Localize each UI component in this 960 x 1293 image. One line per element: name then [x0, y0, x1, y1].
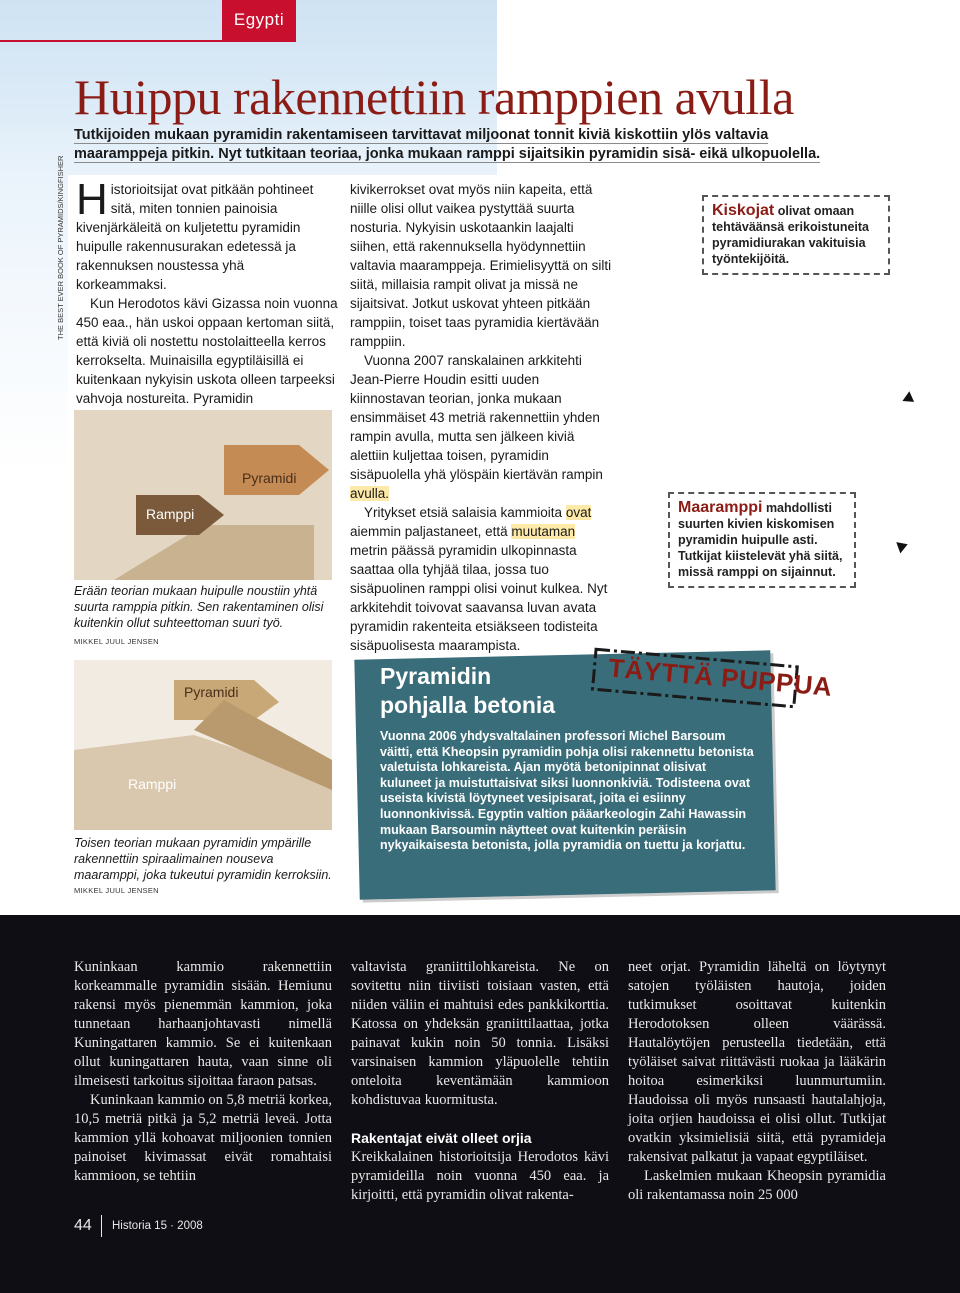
stamp-text: TÄYTTÄ PUPPUA [607, 652, 834, 702]
col2-highlight-2: ovat [565, 505, 592, 520]
figure-1-credit: MIKKEL JUUL JENSEN [74, 637, 159, 646]
footer-divider [101, 1215, 102, 1237]
callout-kiskojat-keyword: Kiskojat [712, 202, 775, 219]
callout-maaramppi-keyword: Maaramppi [678, 499, 763, 516]
pointer-arrow-2 [896, 539, 910, 554]
article-lead [74, 126, 834, 164]
figure-2-ramp-label: Ramppi [128, 776, 177, 792]
bottom-column-1 [74, 958, 332, 1186]
sidebar-heading-line-1: Pyramidin [380, 663, 492, 689]
figure-2-pyramid-label: Pyramidi [184, 684, 239, 700]
figure-1-ramp-label: Ramppi [146, 506, 195, 522]
figure-1-ramp-drawing [74, 410, 332, 580]
col1-paragraph-1 [76, 175, 338, 294]
photo-credit-text: THE BEST EVER BOOK OF PYRAMIDS/KINGFISHER [56, 155, 65, 340]
figure-2-caption: Toisen teorian mukaan pyramidin ympärille rakennettiin spiraalimainen nouseva maaramppi, joka tukeutui pyramidin kerroksiin. [74, 836, 332, 882]
column-2 [350, 180, 612, 655]
pointer-arrow-1 [902, 391, 917, 407]
bottom-col1-paragraph-2: Kuninkaan kammio on 5,8 metriä korkea, 10,5 metriä pitkä ja 5,2 metriä leveä. Jotta kammion yllä kohoavat miljoonien tonnien painoiset kivimassat eivät romahtaisi kammioon, se tehtiin [74, 1092, 333, 1184]
callout-maaramppi [668, 492, 856, 588]
section-tag: Egypti [222, 0, 296, 40]
bottom-col3-paragraph-1: neet orjat. Pyramidin läheltä on löytynyt satojen työläisten hautoja, joiden tutkimukset osoittavat kuitenkin Herodotoksen olleen väärässä. Hautalöytöjen perusteella tiedetään, että työläiset saivat riittävästi ruokaa ja lääkärin hoitoa esimerkiksi luunmurtumiin. Haudoissa oli myös runsaasti hautalahjoja, joita orjien haudoissa ei olisi ollut. Tutkijat ovatkin yksimielisiä siitä, että pyramideja rakensivat palkatut ja vapaat egyptiläiset. [628, 959, 886, 1165]
col2-highlight-3: muutaman [511, 524, 576, 539]
bottom-col3-paragraph-2: Laskelmien mukaan Kheopsin pyramidia oli rakentamassa noin 25 000 [628, 1168, 886, 1203]
bottom-col2-subheading: Rakentajat eivät olleet orjia [351, 1130, 532, 1146]
col2-paragraph-3-text-c: metrin päässä pyramidin ulkopinnasta saattaa olla tyhjää tilaa, jossa tuo sisäpuolinen ramppi olisi voinut kulkea. Nyt arkkitehdit toivovat saavansa luvan avata pyramidin rakenteita etsiäkseen todisteita sisäpuolisesta maarampista. [350, 543, 608, 653]
figure-1-caption: Erään teorian mukaan huipulle noustiin yhtä suurta ramppia pitkin. Sen rakentaminen olisi kuitenkin ollut suhteettoman suuri työ. [74, 584, 324, 630]
section-rule [0, 40, 296, 42]
col2-paragraph-2-text: Vuonna 2007 ranskalainen arkkitehti Jean-Pierre Houdin esitti uuden kiinnostavan teorian, jonka mukaan ensimmäiset 43 metriä rakennettiin yhden rampin avulla, mutta sen jälkeen kiviä alettiin kuljettaa toisen, pyramidin sisäpuolella yhä ylöspäin kiertävän rampin [350, 353, 603, 482]
callout-kiskojat-text: olivat omaan tehtäväänsä erikoistuneita pyramidiurakan vakituisia työntekijöitä. [712, 204, 870, 266]
sidebar-heading-line-2: pohjalla betonia [380, 692, 556, 718]
col2-highlight-1: avulla. [350, 486, 390, 501]
sidebar-body: Vuonna 2006 yhdysvaltalainen professori Michel Barsoum väitti, että Kheopsin pyramidin pohja olisi rakennettu betonista valetuista lohkareista. Ajan myötä betonipinnat olisivat kuluneet ja muistuttaisivat siksi luonnonkiviä. Todisteena ovat useista kivistä löytyneet vesipisarat, joita ei esiinny luonnonkivissä. Egyptin valtion pääarkeologin Zahi Hawassin mukaan Barsoumin näytteet ovat kuitenkin peräisin nykyaikaisesta betonista, jolla pyramidia on tuettu ja korjattu. [380, 729, 754, 853]
bottom-col2-paragraph-2: Kreikkalainen historioitsija Herodotos kävi pyramideilla noin vuonna 450 eaa. ja kirjoitti, että pyramidin olivat rakenta- [351, 1149, 609, 1203]
article-title: Huippu rakennettiin ramppien avulla [74, 69, 794, 125]
photo-credit-vertical [56, 155, 68, 340]
figure-1-illustration [74, 410, 332, 580]
sidebar-heading [380, 662, 555, 720]
col2-paragraph-1: kivikerrokset ovat myös niin kapeita, että niille olisi ollut vaikea pystyttää suurta nosturia. Nykyisin uskotaankin laajalti siihen, että rakennuksella hyödynnettiin valtavia maaramppeja. Erimielisyyttä on silti siitä, millaisia rampit olivat ja missä ne sijaitsivat. Jotkut uskovat yhteen pitkään ramppiin, toiset taas pyramidia kiertävään ramppiin. [350, 182, 612, 349]
callout-kiskojat [702, 195, 890, 275]
bottom-col1-paragraph-1: Kuninkaan kammio rakennettiin korkeammalle pyramidin sisään. Hemiunu rakensi myös pienemmän kammion, joka tunnetaan harhaanjohtavasti nimellä Kuningattaren kammio. Se ei kuitenkaan ollut kuningattaren hauta, vaan sinne oli ilmeisesti tarkoitus sijoittaa faraon patsas. [74, 959, 332, 1089]
magazine-issue: Historia 15 · 2008 [112, 1220, 203, 1232]
callout-maaramppi-text: mahdollisti suurten kivien kiskomisen pyramidin huipulle asti. Tutkijat kiistelevät yhä siitä, missä ramppi on sijainnut. [678, 501, 843, 579]
col1-paragraph-2: Kun Herodotos kävi Gizassa noin vuonna 450 eaa., hän uskoi oppaan kertoman siitä, että kiviä oli nostettu nostolaitteella kerros kerrokselta. Muinaisilla egyptiläisillä ei kuitenkaan nykyisin uskota olleen tarpeeksi vahvoja nostureita. Pyramidin [76, 296, 338, 406]
col2-paragraph-2 [350, 351, 612, 503]
col2-paragraph-3-text-a: Yritykset etsiä salaisia kammioita [364, 505, 566, 520]
bottom-column-2 [351, 958, 609, 1205]
figure-2-credit: MIKKEL JUUL JENSEN [74, 886, 159, 895]
bottom-col2-paragraph-1: valtavista graniittilohkareista. Ne on sovitettu niin tiiviisti toisiaan vasten, että niiden väliin ei mahtuisi edes pankkikorttia. Katossa on yhdeksän graniittilaattaa, jotka painavat kukin noin 50 tonnia. Lisäksi varsinaisen kammion yläpuolelle tehtiin onteloita keventämään kammioon kohdistuvaa kuormitusta. [351, 959, 609, 1108]
page-number: 44 [74, 1217, 92, 1234]
col1-paragraph-1-text: istorioitsijat ovat pitkään pohtineet sitä, miten tonnien painoisia kivenjärkäleitä on kuljetettu pyramidin huipulle rakennusurakan edetessä ja rakennuksen noustessa yhä korkeammaksi. [76, 182, 314, 292]
bottom-column-3 [628, 958, 886, 1205]
col2-paragraph-3-text-b: aiemmin paljastaneet, että [350, 524, 512, 539]
figure-2-illustration [74, 660, 332, 830]
article-lead-text: Tutkijoiden mukaan pyramidin rakentamiseen tarvittavat miljoonat tonnit kiviä kiskottiin ylös valtavia maaramppeja pitkin. Nyt tutkitaan teoriaa, jonka mukaan ramppi sijaitsikin pyramidin sisä- eikä ulkopuolella. [74, 127, 821, 162]
drop-cap: H [76, 175, 108, 224]
col2-paragraph-3 [350, 503, 612, 655]
figure-1-pyramid-label: Pyramidi [242, 470, 297, 486]
column-1 [76, 175, 338, 408]
